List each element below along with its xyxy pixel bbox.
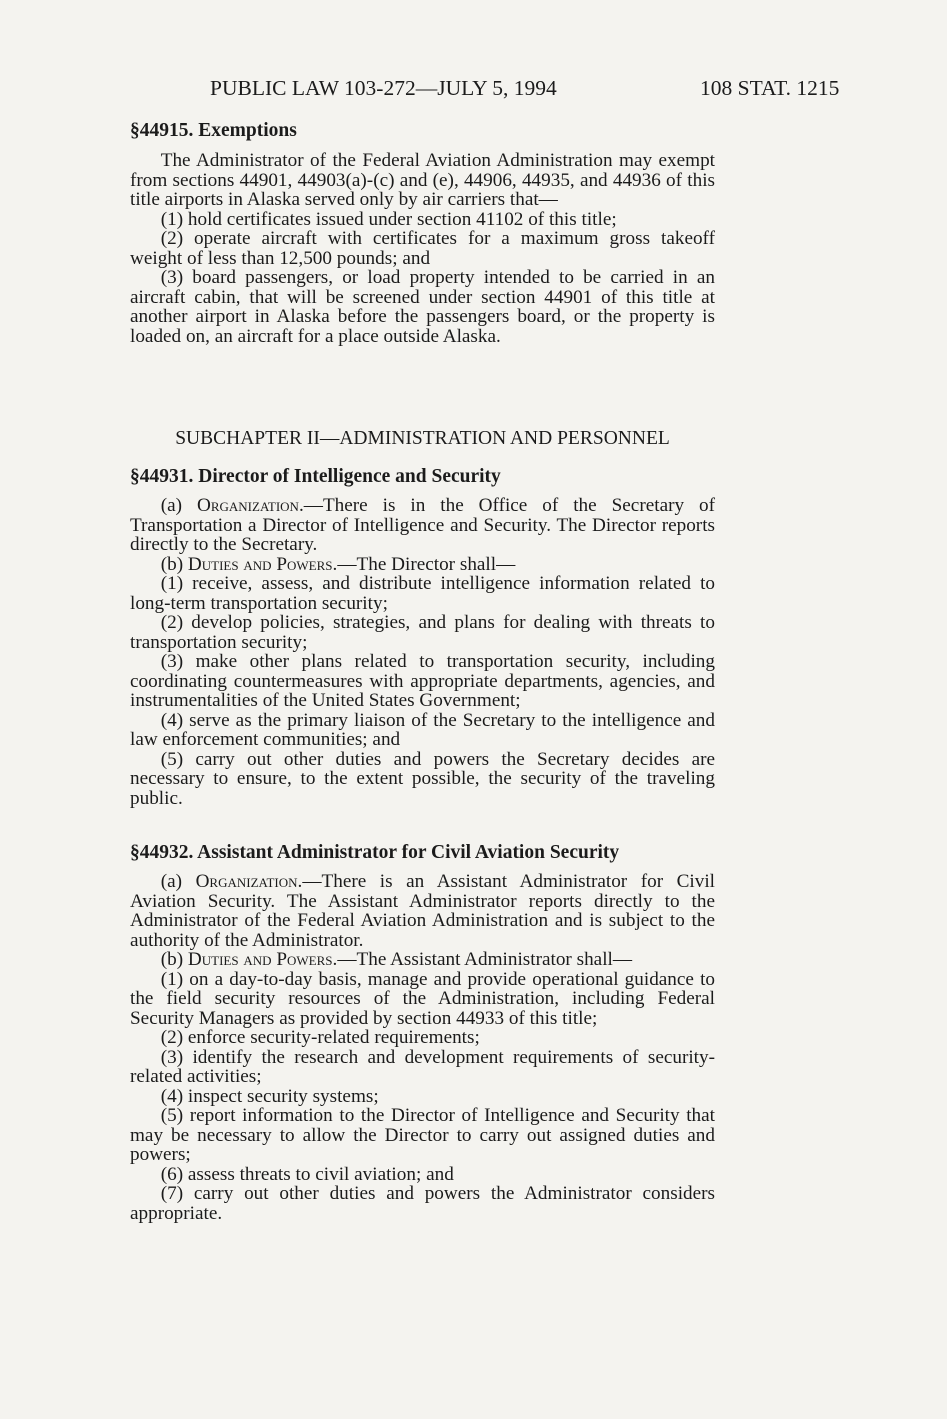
subchapter-block [130,428,715,450]
list-item: (1) on a day-to-day basis, manage and provide operational guidance to the field security resources of the Administration, including Federal Security Managers as provided by section 44933 of this title; [130,968,715,1029]
list-item: (2) develop policies, strategies, and plans for dealing with threats to transportation security; [130,612,715,653]
section-heading: §44932. Assistant Administrator for Civil Aviation Security [130,842,620,863]
list-item: (1) hold certificates issued under section 41102 of this title; [160,208,617,230]
paragraph: The Administrator of the Federal Aviation Administration may exempt from sections 44901, 44903(a)-(c) and (e), 44906, 44935, and 44936 of this title airports in Alaska served only by air carriers that— [130,150,715,210]
list-item: (7) carry out other duties and powers the Administrator considers appropriate. [130,1183,715,1224]
running-header [0,76,947,106]
subsection-a: (a) Organization.—There is in the Office of the Secretary of Transportation a Director of Intelligence and Security. The Director reports directly to the Secretary. [130,495,716,555]
list-item: (4) serve as the primary liaison of the Secretary to the intelligence and law enforcement communities; and [130,709,715,750]
section-44931-body [130,496,715,808]
list-item: (3) make other plans related to transportation security, including coordinating countermeasures with appropriate departments, agencies, and instrumentalities of the United States Government; [130,651,715,711]
subsection-caption: Duties and Powers. [187,949,338,970]
subsection-caption: Organization. [196,495,304,516]
subsection-caption: Duties and Powers. [187,553,338,575]
list-item: (6) assess threats to civil aviation; and [160,1163,454,1185]
list-item: (5) report information to the Director of Intelligence and Security that may be necessary to allow the Director to carry out assigned duties and powers; [130,1105,715,1165]
subsection-a: (a) Organization.—There is an Assistant Administrator for Civil Aviation Security. The Assistant Administrator reports directly to the Administrator of the Federal Aviation Administration and is subject to the authority of the Administrator. [130,871,716,951]
header-title: PUBLIC LAW 103-272—JULY 5, 1994 [210,76,557,100]
section-44932-body [130,872,715,1223]
section-44931 [130,466,715,488]
list-item: (3) board passengers, or load property intended to be carried in an aircraft cabin, that will be screened under section 44901 of this title at another airport in Alaska before the passengers board, or the property is loaded on, an aircraft for a place outside Alaska. [130,267,715,347]
list-item: (1) receive, assess, and distribute intelligence information related to long-term transportation security; [130,573,715,614]
subsection-b: (b) Duties and Powers.—The Assistant Administrator shall— [160,949,633,970]
header-stat: 108 STAT. 1215 [700,76,840,100]
section-heading: §44915. Exemptions [130,120,297,141]
section-44932 [130,842,715,864]
list-item: (2) enforce security-related requirements; [160,1027,480,1048]
subchapter-heading: SUBCHAPTER II—ADMINISTRATION AND PERSONNEL [175,428,670,449]
list-item: (5) carry out other duties and powers the Secretary decides are necessary to ensure, to the extent possible, the security of the traveling public. [130,748,715,809]
subsection-caption: Organization. [195,871,303,892]
list-item: (4) inspect security systems; [160,1085,379,1107]
subsection-b: (b) Duties and Powers.—The Director shall— [160,553,516,575]
section-44915 [130,120,715,142]
list-item: (3) identify the research and development requirements of security-related activities; [130,1046,715,1087]
section-heading: §44931. Director of Intelligence and Security [130,466,501,487]
section-44915-body [130,151,715,346]
list-item: (2) operate aircraft with certificates for a maximum gross takeoff weight of less than 12,500 pounds; and [130,228,715,269]
